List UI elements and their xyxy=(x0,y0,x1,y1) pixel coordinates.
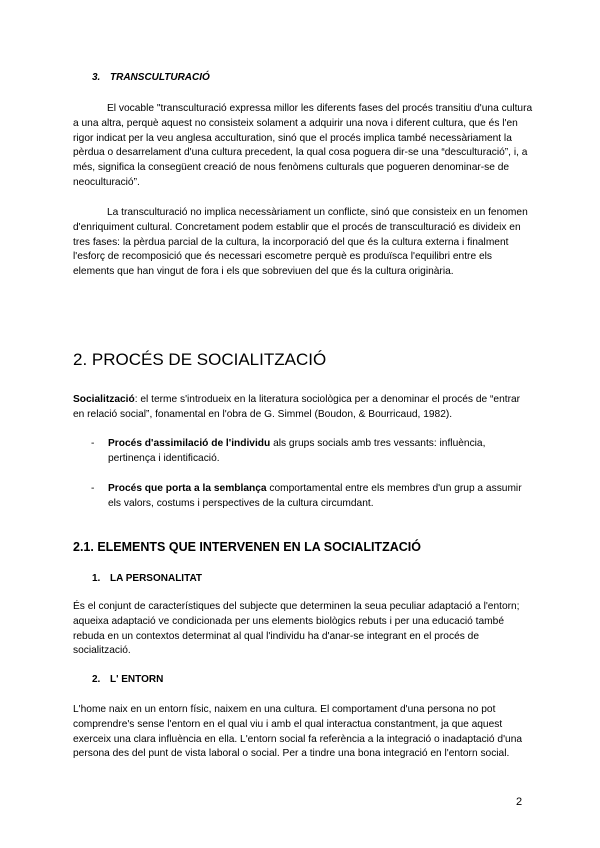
chapter-2-title: 2. PROCÉS DE SOCIALITZACIÓ xyxy=(73,350,327,369)
bullet-text xyxy=(108,437,531,467)
transculturation-paragraph-2 xyxy=(73,206,533,280)
bullet-body: comportamental entre els membres d'un grup a assumir els valors, costums i perspectives de la cultura circumdant. xyxy=(108,483,522,509)
personality-paragraph: És el conjunt de característiques del subjecte que determinen la seua peculiar adaptació a l'entorn; aqueixa adaptació ve condicionada per uns elements biològics rebuts i per una educació també rebuda en un contextos determinat al qual l'individu ha d'anar-se integrant en el procés de socialització. xyxy=(73,601,520,657)
subsection-environment-heading xyxy=(92,674,163,685)
bullet-item-assimilation xyxy=(91,437,531,467)
page-number: 2 xyxy=(516,796,523,808)
transculturation-paragraph-1-text: El vocable "transculturació expressa millor les diferents fases del procés transitiu d'una cultura a una altra, perquè aquest no consisteix solament a adquirir una nova i diferent cultura, que és l'en rigor indicat per la veu anglesa acculturation, sinó que el procés implica també necessàriament la pèrdua o desarrelament d'una cultura precedent, la qual cosa poguera dir-se una “desculturació”, i, a més, significa la consegüent creació de nous fenòmens culturals que pogueren denominar-se de neoculturació”. xyxy=(73,103,533,188)
socialization-term: Socialització xyxy=(73,394,135,405)
subsection-title: L' ENTORN xyxy=(110,674,164,685)
section-3-heading xyxy=(92,72,210,83)
subsection-title: LA PERSONALITAT xyxy=(110,573,203,584)
subsection-number: 1. xyxy=(92,573,101,584)
section-3-title: TRANSCULTURACIÓ xyxy=(110,72,210,83)
socialization-definition-text: : el terme s'introdueix en la literatura sociològica per a denominar el procés de “entrar en relació social”, fonamental en l'obra de G. Simmel (Boudon, & Bourricaud, 1982). xyxy=(73,394,521,420)
transculturation-paragraph-2b-text: l'esforç de recomposició que és necessari escometre perquè es produïsca l'equilibri entre els elements que han vingut de fora i els que sobreviuen del que és la cultura originària. xyxy=(73,251,492,278)
bullet-dash: - xyxy=(91,438,95,449)
bullet-text xyxy=(108,482,531,512)
transculturation-paragraph-2a-text: La transculturació no implica necessàriament un conflicte, sinó que consisteix en un fenomen d'enriquiment cultural. Concretament podem establir que el procés de transculturació es divideix en tres fases: la pèrdua parcial de la cultura, la incorporació del que és la cultura externa i finalment xyxy=(73,207,528,248)
bullet-item-similarity xyxy=(91,482,531,512)
socialization-definition xyxy=(73,393,533,423)
section-3-number: 3. xyxy=(92,72,101,83)
subsection-personality-heading xyxy=(92,573,202,584)
bullet-dash: - xyxy=(91,483,95,494)
subsection-number: 2. xyxy=(92,674,101,685)
section-2-1-title: 2.1. ELEMENTS QUE INTERVENEN EN LA SOCIALITZACIÓ xyxy=(73,540,421,554)
bullet-body: als grups socials amb tres vessants: influència, pertinença i identificació. xyxy=(108,438,486,464)
transculturation-paragraph-1 xyxy=(73,102,533,191)
bullet-bold-term: Procés d'assimilació de l'individu xyxy=(108,438,271,449)
environment-paragraph: L'home naix en un entorn físic, naixem en una cultura. El comportament d'una persona no pot comprendre's sense l'entorn en el qual viu i amb el qual interactua constantment, ja que aquest exerceix una clara influència en ella. L'entorn social fa referència a la integració o inadaptació d'una persona des del punt de vista laboral o social. Per a tindre una bona integració en l'entorn social. xyxy=(73,704,523,760)
bullet-bold-term: Procés que porta a la semblança xyxy=(108,483,267,494)
